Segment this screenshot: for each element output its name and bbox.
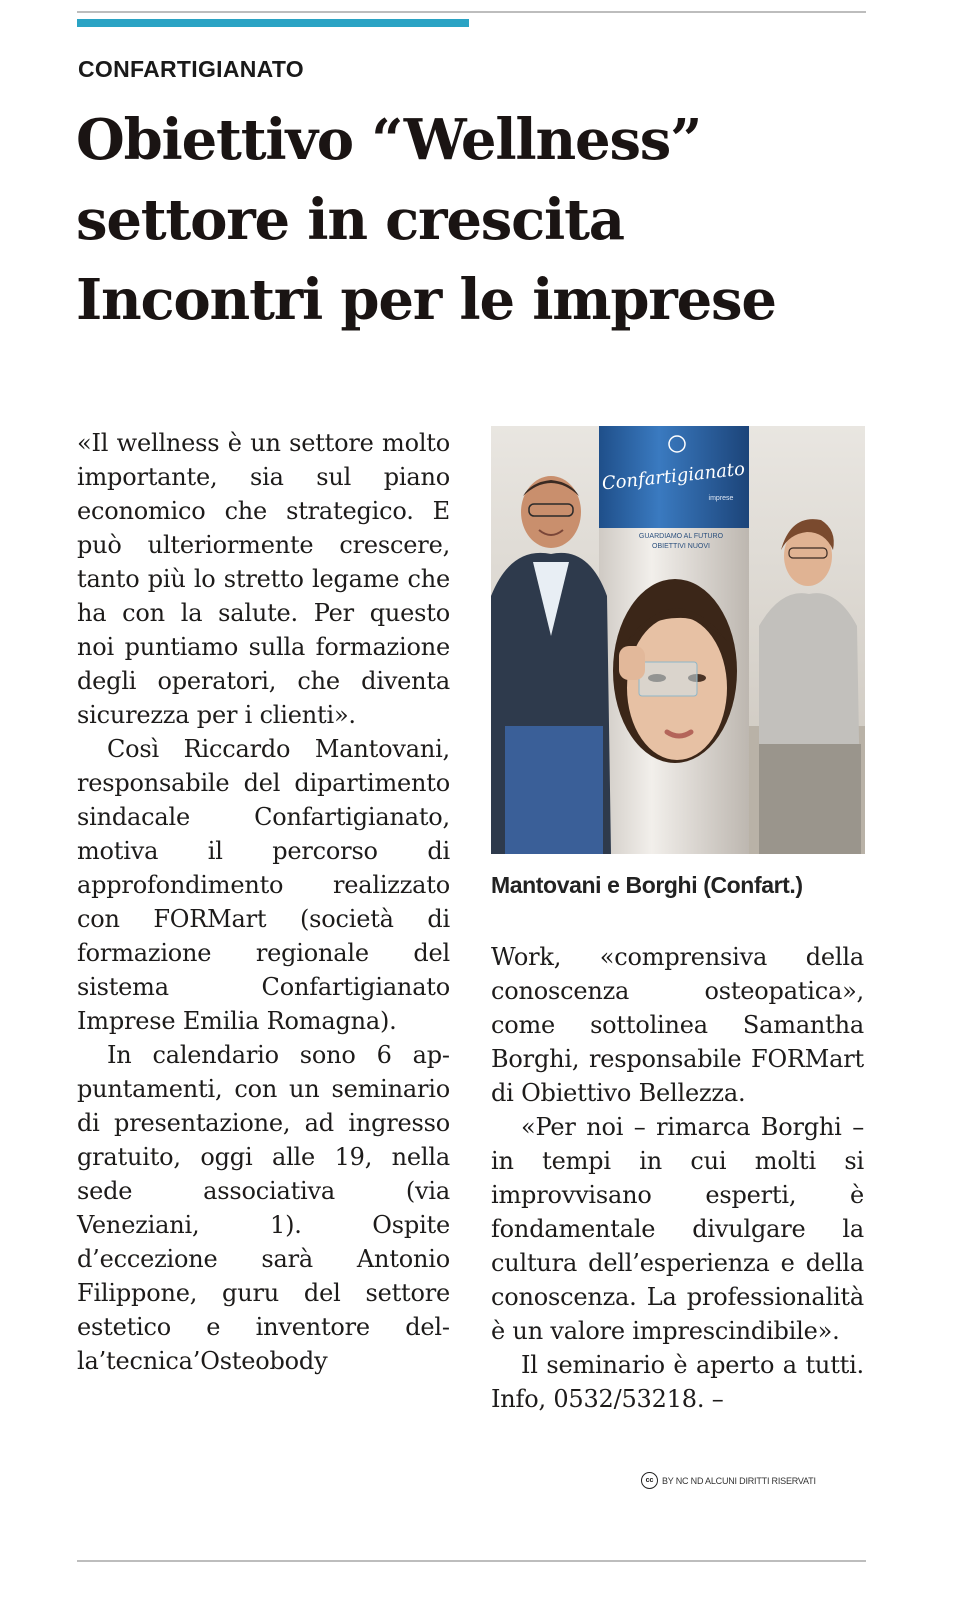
paragraph-mantovani: Così Riccardo Mantovani, responsabile del dipartimento sindacale Confartigianato, motiva il percorso di approfondimento realizzato con FORMart (società di formazione regionale del sistema Confartigianato Imprese Emilia Romagna). xyxy=(77,735,450,1035)
paragraph-quote: «Il wellness è un settore molto importante, sia sul piano economico che strategico. E può ulteriormente crescere, tanto più lo stretto legame che ha con la salute. Per questo noi puntiamo sulla formazione degli operatori, che diventa sicurezza per i clienti». xyxy=(77,429,450,729)
bottom-rule xyxy=(77,1560,866,1562)
headline-line-3: Incontri per le imprese xyxy=(76,267,776,333)
photo-caption: Mantovani e Borghi (Confart.) xyxy=(491,872,803,898)
headline xyxy=(76,100,876,340)
banner-slogan-1: GUARDIAMO AL FUTURO xyxy=(638,533,724,540)
license-text: BY NC ND ALCUNI DIRITTI RISERVATI xyxy=(662,1475,816,1486)
headline-line-2: settore in crescita xyxy=(76,187,624,253)
paragraph-work: Work, «comprensiva della conoscenza osteopatica», come sottolinea Samantha Borghi, responsabile FORMart di Obiettivo Bellezza. xyxy=(491,943,864,1107)
paragraph-borghi: «Per noi – rimarca Borghi – in tempi in cui molti si improvvisano esperti, è fondamentale divulgare la cultura dell’esperienza e della conoscenza. La professionalità è un valore imprescindibile». xyxy=(491,1113,864,1345)
section-kicker: CONFARTIGIANATO xyxy=(78,56,304,82)
article-column-right xyxy=(491,940,864,1416)
banner-slogan-2: OBIETTIVI NUOVI xyxy=(652,543,710,550)
paragraph-info: Il seminario è aperto a tutti. Info, 0532/53218. – xyxy=(491,1351,864,1413)
banner-sub-text: imprese xyxy=(708,495,734,502)
headline-line-1: Obiettivo “Wellness” xyxy=(76,107,702,173)
article-photo xyxy=(491,426,865,854)
creative-commons-icon: cc xyxy=(641,1472,658,1489)
license-notice xyxy=(641,1472,816,1489)
banner-brand-text: Confartigianato xyxy=(600,458,746,495)
top-rule xyxy=(77,11,866,13)
paragraph-calendar: In calendario sono 6 appuntamenti, con un seminario di presentazione, ad ingresso gratuito, oggi alle 19, nella sede associativa (via Veneziani, 1). Ospite d’eccezione sarà Antonio Filippone, guru del settore estetico e inventore della’tecnica’Osteobody xyxy=(77,1041,450,1375)
accent-bar xyxy=(77,19,469,27)
article-column-left xyxy=(77,426,450,1378)
